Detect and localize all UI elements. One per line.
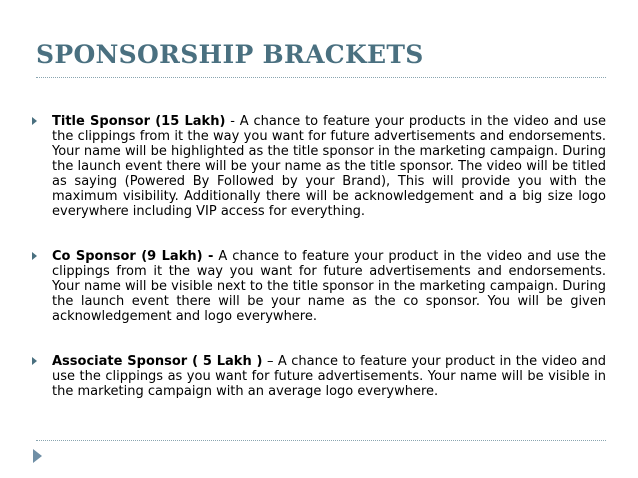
bullet-list [32, 114, 606, 429]
slide-title: SPONSORSHIP BRACKETS [36, 40, 424, 69]
bullet-body: A chance to feature your product in the video and use the clippings from it the way you want for future advertisements and endorsements. Your name will be visible next to the title sponsor in the marketing campaign. During the launch event there will be your name as the co sponsor. You will be given acknowledgement and logo everywhere. [52, 249, 606, 324]
bullet-body: - A chance to feature your products in the video and use the clippings from it the way you want for future advertisements and endorsements. Your name will be highlighted as the title sponsor in the marketing campaign. During the launch event there will be your name as the title sponsor. The video will be titled as saying (Powered By Followed by your Brand), This will provide you with the maximum visibility. Additionally there will be acknowledgement and a big size logo everywhere including VIP access for everything. [52, 114, 606, 219]
bullet-lead: Associate Sponsor ( 5 Lakh ) [52, 354, 263, 369]
bullet-item-associate-sponsor [32, 354, 606, 399]
next-slide-arrow-icon[interactable] [33, 449, 42, 463]
title-divider [36, 77, 606, 78]
triangle-bullet-icon [32, 357, 37, 365]
bullet-lead: Title Sponsor (15 Lakh) [52, 114, 226, 129]
bullet-body: – A chance to feature your product in the video and use the clippings as you want for future advertisements. Your name will be visible in the marketing campaign with an average logo everywhere. [52, 354, 606, 399]
footer-divider [36, 440, 606, 441]
bullet-item-title-sponsor [32, 114, 606, 219]
bullet-lead: Co Sponsor (9 Lakh) - [52, 249, 214, 264]
bullet-item-co-sponsor [32, 249, 606, 324]
triangle-bullet-icon [32, 117, 37, 125]
triangle-bullet-icon [32, 252, 37, 260]
